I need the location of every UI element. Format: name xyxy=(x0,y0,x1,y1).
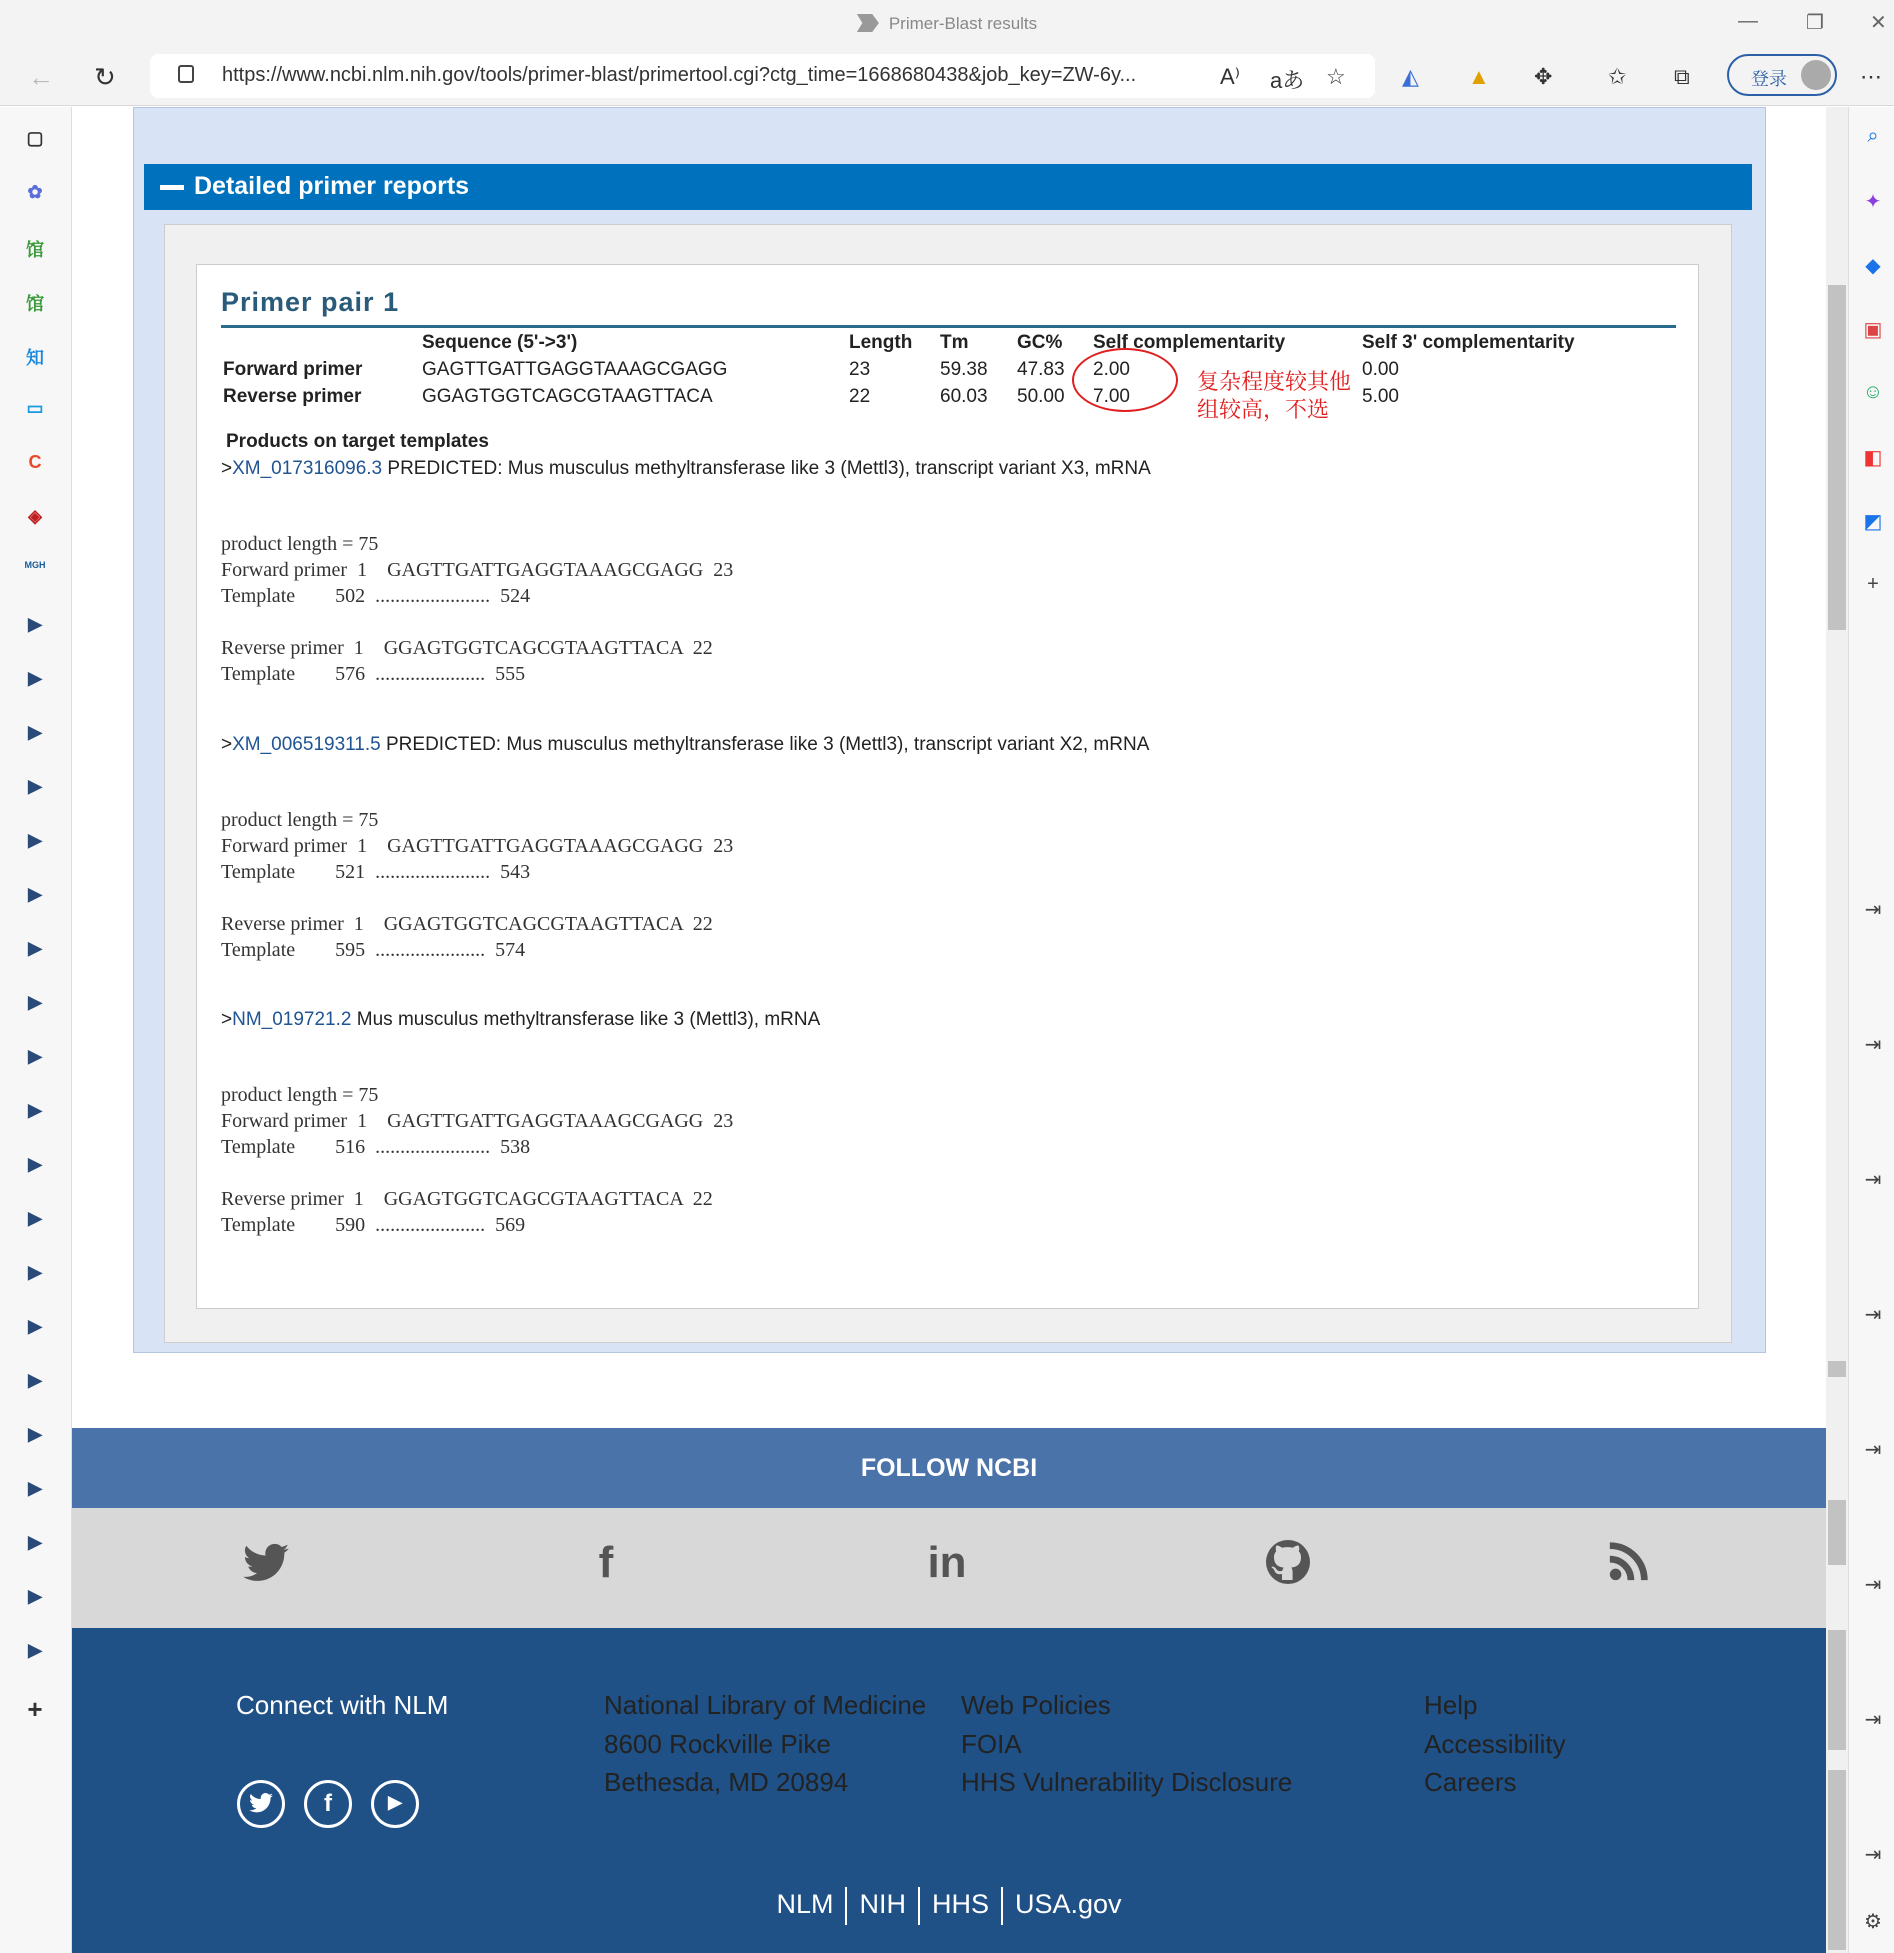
annotation-note: 复杂程度较其他组较高，不选 xyxy=(1197,370,1352,423)
bookmark-shortcut-icon[interactable]: ▶ xyxy=(28,1586,42,1606)
bookmark-shortcut-icon[interactable]: ▶ xyxy=(28,830,42,850)
col-sequence: Sequence (5'->3') xyxy=(422,332,578,353)
refresh-icon[interactable]: ↻ xyxy=(94,62,116,92)
reverse-gc: 50.00 xyxy=(1017,386,1065,407)
col-length: Length xyxy=(849,332,913,353)
bookmark-shortcut-icon[interactable]: ▶ xyxy=(28,1478,42,1498)
open-panel-icon[interactable]: ⇥ xyxy=(1864,1304,1882,1326)
login-label: 登录 xyxy=(1751,69,1787,89)
address-toolbar xyxy=(0,50,1894,106)
bookmark-shortcut-icon[interactable]: ▶ xyxy=(28,992,42,1012)
scrollbar-marker xyxy=(1828,1500,1846,1565)
detailed-reports-header[interactable] xyxy=(144,164,1752,210)
avatar xyxy=(1801,60,1831,90)
extensions-puzzle-icon[interactable]: ✥ xyxy=(1534,64,1553,89)
csdn-icon[interactable]: C xyxy=(28,452,42,472)
diamond-icon[interactable]: ◈ xyxy=(28,506,42,526)
nlm-link[interactable]: NLM xyxy=(776,1889,834,1920)
reverse-tm: 60.03 xyxy=(940,386,988,407)
bookmark-shortcut-icon[interactable]: ▶ xyxy=(28,1532,42,1552)
scrollbar-thumb[interactable] xyxy=(1828,285,1846,630)
scrollbar-marker xyxy=(1828,1361,1846,1377)
col-self-comp: Self complementarity xyxy=(1093,332,1286,353)
col-tm: Tm xyxy=(940,332,969,353)
col-gc: GC% xyxy=(1017,332,1063,353)
nlm-address-line2: Bethesda, MD 20894 xyxy=(604,1767,849,1797)
product-1-alignment: product length = 75 Forward primer 1 GAGTTGATTGAGGTAAAGCGAGG 23 Template 502 ....................... 524 Reverse primer 1 GGAGTGGTCAGCGTAAGTTACA 22 Template 576 ...................... 555 xyxy=(221,533,734,685)
forward-primer-label: Forward primer xyxy=(223,359,363,380)
tag-icon[interactable]: ◆ xyxy=(1865,255,1881,277)
open-panel-icon[interactable]: ⇥ xyxy=(1864,1034,1882,1056)
bottom-links xyxy=(72,1887,1826,1925)
right-sidebar xyxy=(1848,107,1894,1953)
hhs-vulnerability-link[interactable]: HHS Vulnerability Disclosure xyxy=(961,1767,1293,1797)
reverse-self-comp: 7.00 xyxy=(1093,386,1130,407)
product-1-accession-link[interactable]: XM_017316096.3 xyxy=(232,458,383,479)
window-titlebar xyxy=(0,0,1894,50)
product-2-heading: >XM_006519311.5 PREDICTED: Mus musculus methyltransferase like 3 (Mettl3), transcript variant X2, mRNA xyxy=(221,734,1150,755)
usagov-link[interactable]: USA.gov xyxy=(1014,1889,1122,1920)
nlm-address-line1: 8600 Rockville Pike xyxy=(604,1729,831,1759)
add-shortcut-icon[interactable]: + xyxy=(27,1694,43,1724)
follow-ncbi-banner: FOLLOW NCBI xyxy=(72,1428,1826,1508)
reverse-primer-label: Reverse primer xyxy=(223,386,362,407)
social-links-bar xyxy=(72,1508,1826,1628)
product-2-description: PREDICTED: Mus musculus methyltransferase like 3 (Mettl3), transcript variant X2, mRNA xyxy=(386,734,1150,755)
product-1-description: PREDICTED: Mus musculus methyltransferase like 3 (Mettl3), transcript variant X3, mRNA xyxy=(387,458,1151,479)
tab-title: Primer-Blast results xyxy=(888,14,1038,33)
open-panel-icon[interactable]: ⇥ xyxy=(1864,1709,1882,1731)
foia-link[interactable]: FOIA xyxy=(961,1729,1022,1759)
facebook-icon[interactable]: f xyxy=(598,1538,614,1587)
reverse-length: 22 xyxy=(849,386,871,407)
product-2-alignment: product length = 75 Forward primer 1 GAGTTGATTGAGGTAAAGCGAGG 23 Template 521 ....................... 543 Reverse primer 1 GGAGTGGTCAGCGTAAGTTACA 22 Template 595 ...................... 574 xyxy=(221,809,734,961)
tab-icon xyxy=(857,14,879,32)
office-icon[interactable]: ◧ xyxy=(1863,447,1883,469)
help-link[interactable]: Help xyxy=(1424,1690,1478,1720)
scrollbar-marker xyxy=(1828,1770,1846,1950)
product-3-accession-link[interactable]: NM_019721.2 xyxy=(232,1009,352,1030)
paw-icon[interactable]: ✿ xyxy=(27,182,43,202)
product-3-heading: >NM_019721.2 Mus musculus methyltransferase like 3 (Mettl3), mRNA xyxy=(221,1009,821,1030)
more-menu-icon[interactable]: ⋯ xyxy=(1860,64,1882,89)
bookmark-shortcut-icon[interactable]: ▶ xyxy=(28,938,42,958)
open-panel-icon[interactable]: ⇥ xyxy=(1864,899,1882,921)
col-self3-comp: Self 3' complementarity xyxy=(1362,332,1575,353)
open-panel-icon[interactable]: ⇥ xyxy=(1864,1574,1882,1596)
url-bar[interactable] xyxy=(150,54,1375,98)
copilot-icon[interactable]: ✦ xyxy=(1864,191,1882,213)
section-title: Detailed primer reports xyxy=(194,172,470,200)
close-button[interactable]: ✕ xyxy=(1870,12,1887,34)
window-title xyxy=(0,14,1894,34)
translate-icon[interactable]: aあ xyxy=(1270,68,1305,93)
nlm-facebook-icon[interactable]: f xyxy=(304,1780,352,1828)
add-icon[interactable]: + xyxy=(1867,573,1879,595)
reverse-self3-comp: 5.00 xyxy=(1362,386,1399,407)
back-arrow-icon[interactable]: ← xyxy=(28,62,54,92)
open-panel-icon[interactable]: ⇥ xyxy=(1864,1439,1882,1461)
accessibility-link[interactable]: Accessibility xyxy=(1424,1729,1566,1759)
bookmark-shortcut-icon[interactable]: ▶ xyxy=(28,722,42,742)
annotation-circle xyxy=(1072,348,1178,412)
bookmark-shortcut-icon[interactable]: ▶ xyxy=(28,614,42,634)
read-aloud-icon[interactable]: A⁾ xyxy=(1220,64,1241,89)
collections-icon[interactable]: ⧉ xyxy=(1674,64,1690,89)
bookmark-shortcut-icon[interactable]: ▶ xyxy=(28,884,42,904)
login-button[interactable] xyxy=(1727,54,1837,96)
bookmark-shortcut-icon[interactable]: ▶ xyxy=(28,1046,42,1066)
bookmark-shortcut-icon[interactable]: ▶ xyxy=(28,1640,42,1660)
bookmark-shortcut-icon[interactable]: ▶ xyxy=(28,1100,42,1120)
people-icon[interactable]: ☺ xyxy=(1862,381,1884,403)
product-3-description: Mus musculus methyltransferase like 3 (Mettl3), mRNA xyxy=(356,1009,821,1030)
extension-triangle-icon[interactable]: ▲ xyxy=(1468,64,1490,89)
maximize-button[interactable]: ❐ xyxy=(1806,12,1824,34)
bookmark-shortcut-icon[interactable]: ▶ xyxy=(28,1424,42,1444)
forward-self3-comp: 0.00 xyxy=(1362,359,1399,380)
zhihu-icon[interactable]: 知 xyxy=(26,348,44,368)
favorites-icon[interactable]: ✩ xyxy=(1608,64,1627,89)
hhs-link[interactable]: HHS xyxy=(931,1889,989,1920)
primer-pair-title: Primer pair 1 xyxy=(221,287,400,317)
favorite-add-icon[interactable]: ☆ xyxy=(1326,64,1346,89)
library-icon[interactable]: 馆 xyxy=(26,240,44,260)
nlm-youtube-icon[interactable]: ▶ xyxy=(371,1780,419,1828)
bookmark-shortcut-icon[interactable]: ▶ xyxy=(28,1262,42,1282)
twitter-icon[interactable] xyxy=(236,1538,296,1598)
scrollbar-marker xyxy=(1828,1630,1846,1750)
product-2-accession-link[interactable]: XM_006519311.5 xyxy=(232,734,381,755)
settings-icon[interactable]: ⚙ xyxy=(1864,1911,1882,1933)
collapse-icon[interactable] xyxy=(160,185,184,190)
nih-link[interactable]: NIH xyxy=(859,1889,906,1920)
library-icon[interactable]: 馆 xyxy=(26,294,44,314)
forward-sequence: GAGTTGATTGAGGTAAAGCGAGG xyxy=(422,359,728,380)
page-content xyxy=(72,107,1826,1953)
reverse-sequence: GGAGTGGTCAGCGTAAGTTACA xyxy=(422,386,713,407)
open-panel-icon[interactable]: ⇥ xyxy=(1864,1169,1882,1191)
bookmark-shortcut-icon[interactable]: ▶ xyxy=(28,1316,42,1336)
forward-self-comp: 2.00 xyxy=(1093,359,1130,380)
bookmark-shortcut-icon[interactable]: ▶ xyxy=(28,1370,42,1390)
connect-nlm-heading: Connect with NLM xyxy=(236,1690,449,1720)
careers-link[interactable]: Careers xyxy=(1424,1767,1517,1797)
forward-gc: 47.83 xyxy=(1017,359,1065,380)
open-panel-icon[interactable]: ⇥ xyxy=(1864,1844,1882,1866)
minimize-button[interactable]: — xyxy=(1738,10,1758,32)
nlm-twitter-icon[interactable] xyxy=(237,1780,285,1828)
nlm-name[interactable]: National Library of Medicine xyxy=(604,1690,927,1720)
product-1-heading: >XM_017316096.3 PREDICTED: Mus musculus methyltransferase like 3 (Mettl3), transcript variant X3, mRNA xyxy=(221,458,1151,479)
bilibili-icon[interactable]: ▭ xyxy=(26,398,44,418)
bookmark-shortcut-icon[interactable]: ▶ xyxy=(28,776,42,796)
url-text: https://www.ncbi.nlm.nih.gov/tools/primer-blast/primertool.cgi?ctg_time=1668680438&job_key=ZW-6y... xyxy=(222,64,1137,86)
lock-icon xyxy=(178,65,194,83)
bookmark-shortcut-icon[interactable]: ▶ xyxy=(28,1208,42,1228)
toolbox-icon[interactable]: ▣ xyxy=(1863,319,1883,341)
extension-lens-icon[interactable]: ◭ xyxy=(1402,64,1419,89)
mgh-icon[interactable]: MGH xyxy=(24,560,46,570)
outlook-icon[interactable]: ◩ xyxy=(1863,511,1883,533)
web-policies-link[interactable]: Web Policies xyxy=(961,1690,1111,1720)
panel-toggle-icon[interactable]: ▢ xyxy=(26,128,44,148)
product-3-alignment: product length = 75 Forward primer 1 GAGTTGATTGAGGTAAAGCGAGG 23 Template 516 ....................... 538 Reverse primer 1 GGAGTGGTCAGCGTAAGTTACA 22 Template 590 ...................... 569 xyxy=(221,1084,734,1236)
forward-tm: 59.38 xyxy=(940,359,988,380)
rss-icon[interactable] xyxy=(1599,1538,1659,1598)
github-icon[interactable] xyxy=(1258,1538,1318,1598)
title-underline xyxy=(221,325,1676,328)
products-title: Products on target templates xyxy=(226,431,489,452)
bookmark-shortcut-icon[interactable]: ▶ xyxy=(28,1154,42,1174)
bookmark-shortcut-icon[interactable]: ▶ xyxy=(28,668,42,688)
forward-length: 23 xyxy=(849,359,871,380)
linkedin-icon[interactable]: in xyxy=(927,1538,967,1587)
left-sidebar xyxy=(0,107,72,1953)
search-icon[interactable]: ⌕ xyxy=(1867,125,1879,147)
